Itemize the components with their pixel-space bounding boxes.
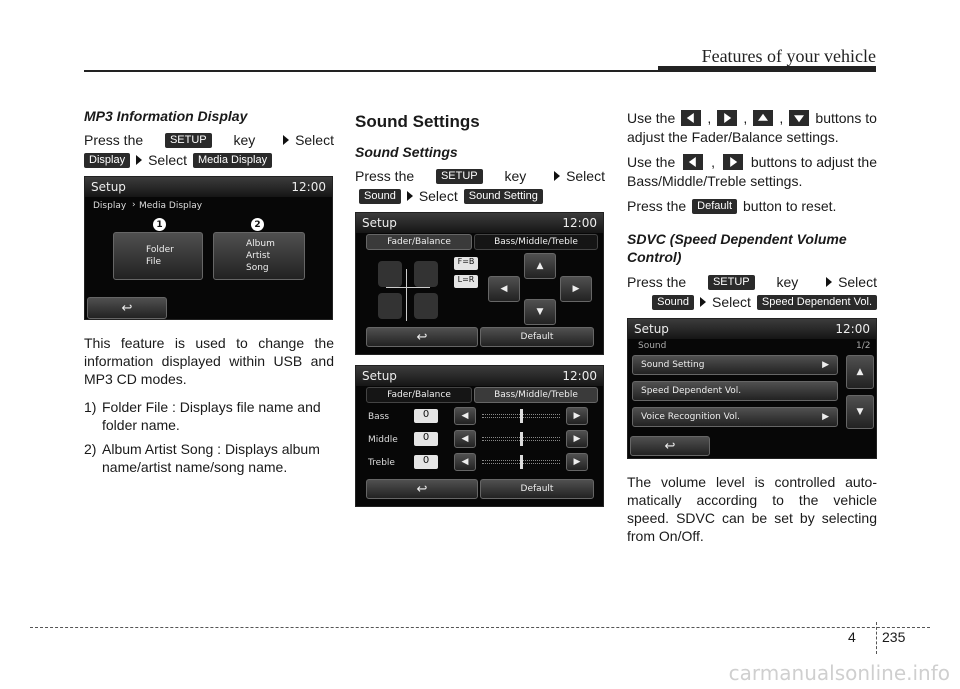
sound-menu-screen: Setup 12:00 Sound 1/2 Sound Setting ▶ Speed Dependent Vol. Voice Recognition Vol. ▶ ▲ ▼ ↩	[627, 318, 877, 459]
left-arrow-key-icon	[683, 154, 703, 170]
page-divider	[876, 622, 877, 654]
seat-icon	[378, 261, 402, 287]
mp3-info-list	[84, 398, 334, 476]
middle-value: 0	[414, 432, 438, 446]
down-arrow-key-icon	[789, 110, 809, 126]
down-button[interactable]: ▼	[524, 299, 556, 325]
direction-keys-line: Use the , , , buttons to	[627, 110, 877, 126]
screen-title: Setup	[91, 180, 126, 194]
bass-increase-button[interactable]: ▶	[566, 407, 588, 425]
middle-slider-handle[interactable]	[520, 432, 523, 446]
up-arrow-key-icon	[753, 110, 773, 126]
arrow-icon	[826, 277, 832, 287]
breadcrumb-media-display: Media Display	[139, 201, 203, 211]
marker-1: 1	[153, 218, 166, 231]
treble-value: 0	[414, 455, 438, 469]
media-display-key-badge: Media Display	[193, 153, 272, 168]
back-button[interactable]: ↩	[630, 436, 710, 456]
default-button[interactable]: Default	[480, 327, 594, 347]
breadcrumb-display: Display	[93, 201, 127, 211]
album-artist-song-option[interactable]: Album Artist Song	[213, 232, 305, 280]
instruction-line: Press the SETUP key Select	[627, 274, 877, 290]
arrow-icon	[554, 171, 560, 181]
speed-dependent-vol-key-badge: Speed Dependent Vol.	[757, 295, 877, 310]
default-button[interactable]: Default	[480, 479, 594, 499]
page-indicator: 1/2	[856, 341, 871, 351]
tab-fader-balance[interactable]: Fader/Balance	[366, 387, 472, 403]
bass-label: Bass	[368, 412, 390, 422]
sdvc-description: The volume level is controlled auto-matically according to the vehicle speed. SDVC can be set by selecting from On/Off.	[627, 474, 877, 544]
left-right-keys-line: Use the , buttons to adjust the	[627, 154, 877, 170]
list-item: 1) Folder File : Displays file name and folder name.	[84, 399, 321, 433]
instruction-line	[84, 130, 334, 150]
sound-setting-key-badge: Sound Setting	[464, 189, 543, 204]
seat-icon	[378, 293, 402, 319]
sound-key-badge: Sound	[359, 189, 401, 204]
chapter-number: 4	[848, 629, 856, 645]
setup-key-badge: SETUP	[436, 169, 483, 184]
instruction-line-2	[84, 150, 334, 170]
middle-increase-button[interactable]: ▶	[566, 430, 588, 448]
reset-line: Press the Default button to reset.	[627, 198, 837, 214]
left-arrow-key-icon	[681, 110, 701, 126]
screen-clock: 12:00	[291, 180, 326, 194]
arrow-icon	[407, 191, 413, 201]
balance-value: L=R	[454, 275, 478, 288]
right-arrow-key-icon	[717, 110, 737, 126]
left-button[interactable]: ◀	[488, 276, 520, 302]
folder-file-option[interactable]: Folder File	[113, 232, 203, 280]
page-number: 235	[882, 629, 906, 645]
treble-increase-button[interactable]: ▶	[566, 453, 588, 471]
footer-rule	[30, 627, 930, 628]
display-key-badge: Display	[84, 153, 130, 168]
menu-subtitle: Sound	[638, 341, 667, 351]
treble-slider-handle[interactable]	[520, 455, 523, 469]
marker-2: 2	[251, 218, 264, 231]
press-text: Press the	[84, 132, 144, 148]
scroll-up-button[interactable]: ▲	[846, 355, 874, 389]
mp3-info-description: This feature is used to change the information displayed within USB and MP3 CD modes.	[84, 335, 334, 387]
fader-balance-screen: Setup 12:00 Fader/Balance Bass/Middle/Treble F=B L=R ▲ ◀ ▶ ▼ ↩ Default	[355, 212, 604, 355]
instruction-line-2: Sound Select Sound Setting	[355, 186, 605, 206]
tab-bass-middle-treble[interactable]: Bass/Middle/Treble	[474, 234, 598, 250]
select-text: Select	[148, 152, 187, 168]
select-text: Select	[295, 132, 334, 148]
key-text: key	[233, 132, 256, 148]
middle-label: Middle	[368, 435, 398, 445]
sound-settings-heading: Sound Settings	[355, 112, 480, 131]
watermark: carmanualsonline.info	[728, 661, 950, 685]
instruction-line: Press the SETUP key Select	[355, 168, 605, 184]
header-rule-accent	[658, 66, 876, 72]
setup-key-badge: SETUP	[708, 275, 755, 290]
setup-key-badge: SETUP	[165, 133, 212, 148]
chevron-right-icon: ▶	[822, 412, 829, 422]
chevron-right-icon: ›	[132, 200, 136, 210]
bass-value: 0	[414, 409, 438, 423]
scroll-down-button[interactable]: ▼	[846, 395, 874, 429]
list-item: 2) Album Artist Song : Displays album name/artist name/song name.	[84, 441, 320, 475]
bass-middle-treble-screen: Setup 12:00 Fader/Balance Bass/Middle/Treble Bass 0 ◀ ▶ Middle 0 ◀ ▶ Treble 0 ◀ ▶ ↩ Default	[355, 365, 604, 507]
menu-item-voice-recognition-vol[interactable]: Voice Recognition Vol. ▶	[632, 407, 838, 427]
right-arrow-key-icon	[723, 154, 743, 170]
sound-settings-subheading: Sound Settings	[355, 144, 458, 160]
column-sdvc	[627, 108, 877, 545]
tab-fader-balance[interactable]: Fader/Balance	[366, 234, 472, 250]
instruction-line-2: Sound Select Speed Dependent Vol.	[627, 292, 877, 312]
arrow-icon	[700, 297, 706, 307]
column-sound-settings	[355, 108, 605, 507]
bmt-text: Bass/Middle/Treble settings.	[627, 173, 803, 189]
menu-item-speed-dependent-vol[interactable]: Speed Dependent Vol.	[632, 381, 838, 401]
tab-bass-middle-treble[interactable]: Bass/Middle/Treble	[474, 387, 598, 403]
seat-icon	[414, 261, 438, 287]
arrow-icon	[136, 155, 142, 165]
seat-icon	[414, 293, 438, 319]
treble-decrease-button[interactable]: ◀	[454, 453, 476, 471]
fader-value: F=B	[454, 257, 478, 270]
back-button[interactable]: ↩	[366, 327, 478, 347]
back-button[interactable]: ↩	[366, 479, 478, 499]
bass-decrease-button[interactable]: ◀	[454, 407, 476, 425]
chevron-right-icon: ▶	[822, 360, 829, 370]
fader-balance-text: adjust the Fader/Balance settings.	[627, 129, 839, 145]
menu-item-sound-setting[interactable]: Sound Setting ▶	[632, 355, 838, 375]
mp3-info-heading: MP3 Information Display	[84, 108, 248, 124]
bass-slider-handle[interactable]	[520, 409, 523, 423]
chapter-header-title: Features of your vehicle	[701, 46, 876, 66]
back-button[interactable]: ↩	[87, 297, 167, 319]
up-button[interactable]: ▲	[524, 253, 556, 279]
media-display-screen	[84, 176, 333, 320]
arrow-icon	[283, 135, 289, 145]
sdvc-heading: SDVC (Speed Dependent Volume Control)	[627, 231, 847, 265]
default-key-badge: Default	[692, 199, 737, 214]
sound-key-badge: Sound	[652, 295, 694, 310]
right-button[interactable]: ▶	[560, 276, 592, 302]
middle-decrease-button[interactable]: ◀	[454, 430, 476, 448]
treble-label: Treble	[368, 458, 395, 468]
column-mp3-info	[84, 108, 334, 482]
